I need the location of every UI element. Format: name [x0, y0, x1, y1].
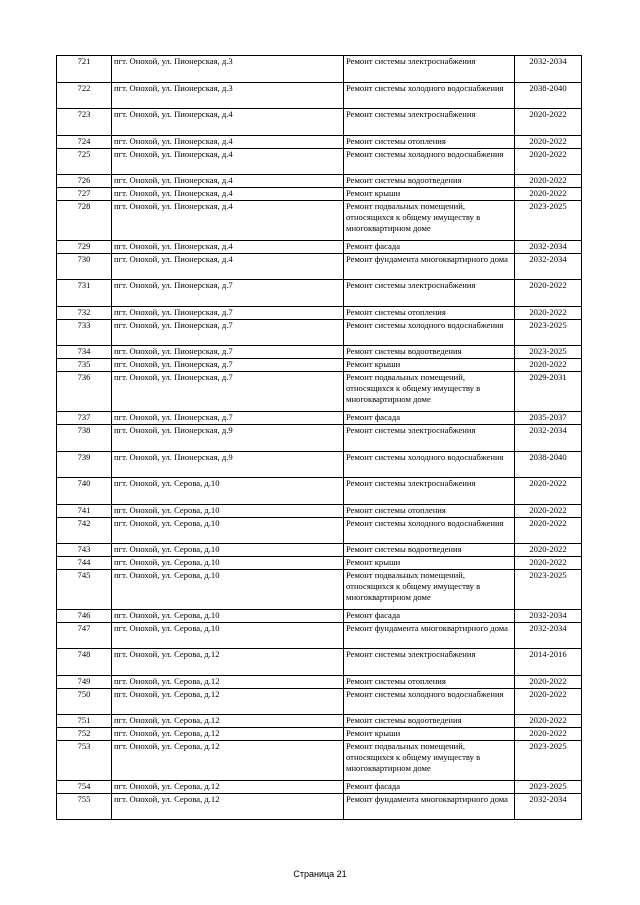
- address-cell: пгт. Онохой, ул. Серова, д.12: [112, 794, 344, 820]
- work-type-cell: Ремонт крыши: [344, 188, 515, 201]
- work-type-cell: Ремонт системы электроснабжения: [344, 478, 515, 505]
- table-row: [57, 346, 582, 359]
- work-type-cell: Ремонт фасада: [344, 781, 515, 794]
- address-cell: пгт. Онохой, ул. Пионерская, д.4: [112, 188, 344, 201]
- address-cell: пгт. Онохой, ул. Пионерская, д.3: [112, 56, 344, 83]
- row-number: 731: [57, 280, 112, 307]
- address-cell: пгт. Онохой, ул. Серова, д.12: [112, 728, 344, 741]
- address-cell: пгт. Онохой, ул. Серова, д.12: [112, 741, 344, 781]
- row-number: 737: [57, 412, 112, 425]
- row-number: 745: [57, 570, 112, 610]
- period-cell: 2020-2022: [515, 505, 582, 518]
- period-cell: 2023-2025: [515, 570, 582, 610]
- table-row: [57, 452, 582, 478]
- address-cell: пгт. Онохой, ул. Серова, д.12: [112, 676, 344, 689]
- address-cell: пгт. Онохой, ул. Серова, д.10: [112, 505, 344, 518]
- work-type-cell: Ремонт системы холодного водоснабжения: [344, 149, 515, 175]
- period-cell: 2020-2022: [515, 136, 582, 149]
- period-cell: 2023-2025: [515, 781, 582, 794]
- row-number: 725: [57, 149, 112, 175]
- work-type-cell: Ремонт системы водоотведения: [344, 346, 515, 359]
- table-body: [57, 56, 582, 820]
- address-cell: пгт. Онохой, ул. Пионерская, д.3: [112, 83, 344, 109]
- period-cell: 2020-2022: [515, 307, 582, 320]
- address-cell: пгт. Онохой, ул. Пионерская, д.7: [112, 372, 344, 412]
- work-type-cell: Ремонт системы отопления: [344, 505, 515, 518]
- work-type-cell: Ремонт системы холодного водоснабжения: [344, 452, 515, 478]
- table-row: [57, 794, 582, 820]
- address-cell: пгт. Онохой, ул. Пионерская, д.4: [112, 241, 344, 254]
- row-number: 726: [57, 175, 112, 188]
- table-row: [57, 425, 582, 452]
- table-row: [57, 505, 582, 518]
- address-cell: пгт. Онохой, ул. Серова, д.10: [112, 518, 344, 544]
- row-number: 742: [57, 518, 112, 544]
- row-number: 750: [57, 689, 112, 715]
- address-cell: пгт. Онохой, ул. Пионерская, д.7: [112, 346, 344, 359]
- table-row: [57, 649, 582, 676]
- work-type-cell: Ремонт системы водоотведения: [344, 175, 515, 188]
- work-type-cell: Ремонт фундамента многоквартирного дома: [344, 623, 515, 649]
- row-number: 728: [57, 201, 112, 241]
- work-type-cell: Ремонт системы отопления: [344, 136, 515, 149]
- work-type-cell: Ремонт системы электроснабжения: [344, 280, 515, 307]
- row-number: 754: [57, 781, 112, 794]
- period-cell: 2020-2022: [515, 188, 582, 201]
- work-type-cell: Ремонт фундамента многоквартирного дома: [344, 794, 515, 820]
- period-cell: 2020-2022: [515, 359, 582, 372]
- table-row: [57, 676, 582, 689]
- work-type-cell: Ремонт крыши: [344, 557, 515, 570]
- table-row: [57, 781, 582, 794]
- address-cell: пгт. Онохой, ул. Пионерская, д.4: [112, 175, 344, 188]
- table-row: [57, 307, 582, 320]
- row-number: 735: [57, 359, 112, 372]
- row-number: 736: [57, 372, 112, 412]
- period-cell: 2020-2022: [515, 689, 582, 715]
- work-type-cell: Ремонт системы холодного водоснабжения: [344, 320, 515, 346]
- table-row: [57, 570, 582, 610]
- work-type-cell: Ремонт фасада: [344, 412, 515, 425]
- table-row: [57, 689, 582, 715]
- row-number: 741: [57, 505, 112, 518]
- row-number: 739: [57, 452, 112, 478]
- row-number: 747: [57, 623, 112, 649]
- work-type-cell: Ремонт подвальных помещений, относящихся к общему имуществу в многоквартирном доме: [344, 570, 515, 610]
- row-number: 722: [57, 83, 112, 109]
- work-type-cell: Ремонт крыши: [344, 359, 515, 372]
- table-row: [57, 412, 582, 425]
- period-cell: 2020-2022: [515, 478, 582, 505]
- work-type-cell: Ремонт подвальных помещений, относящихся к общему имуществу в многоквартирном доме: [344, 201, 515, 241]
- row-number: 755: [57, 794, 112, 820]
- period-cell: 2020-2022: [515, 280, 582, 307]
- period-cell: 2014-2016: [515, 649, 582, 676]
- table-row: [57, 201, 582, 241]
- work-type-cell: Ремонт системы электроснабжения: [344, 425, 515, 452]
- table-row: [57, 544, 582, 557]
- period-cell: 2035-2037: [515, 412, 582, 425]
- address-cell: пгт. Онохой, ул. Серова, д.10: [112, 544, 344, 557]
- work-type-cell: Ремонт подвальных помещений, относящихся к общему имуществу в многоквартирном доме: [344, 741, 515, 781]
- row-number: 730: [57, 254, 112, 280]
- row-number: 721: [57, 56, 112, 83]
- period-cell: 2020-2022: [515, 175, 582, 188]
- table-row: [57, 372, 582, 412]
- work-type-cell: Ремонт системы электроснабжения: [344, 109, 515, 136]
- table-row: [57, 478, 582, 505]
- address-cell: пгт. Онохой, ул. Серова, д.10: [112, 557, 344, 570]
- row-number: 744: [57, 557, 112, 570]
- period-cell: 2020-2022: [515, 557, 582, 570]
- table-row: [57, 56, 582, 83]
- row-number: 723: [57, 109, 112, 136]
- work-type-cell: Ремонт системы водоотведения: [344, 715, 515, 728]
- row-number: 729: [57, 241, 112, 254]
- table-row: [57, 359, 582, 372]
- table-row: [57, 728, 582, 741]
- row-number: 743: [57, 544, 112, 557]
- period-cell: 2023-2025: [515, 741, 582, 781]
- address-cell: пгт. Онохой, ул. Пионерская, д.7: [112, 359, 344, 372]
- address-cell: пгт. Онохой, ул. Серова, д.12: [112, 649, 344, 676]
- row-number: 746: [57, 610, 112, 623]
- address-cell: пгт. Онохой, ул. Пионерская, д.4: [112, 136, 344, 149]
- table-row: [57, 610, 582, 623]
- period-cell: 2029-2031: [515, 372, 582, 412]
- table-row: [57, 175, 582, 188]
- table-row: [57, 254, 582, 280]
- address-cell: пгт. Онохой, ул. Пионерская, д.9: [112, 425, 344, 452]
- table-row: [57, 320, 582, 346]
- address-cell: пгт. Онохой, ул. Пионерская, д.4: [112, 149, 344, 175]
- table-row: [57, 136, 582, 149]
- address-cell: пгт. Онохой, ул. Пионерская, д.7: [112, 412, 344, 425]
- work-type-cell: Ремонт фасада: [344, 241, 515, 254]
- work-type-cell: Ремонт системы холодного водоснабжения: [344, 689, 515, 715]
- period-cell: 2032-2034: [515, 610, 582, 623]
- period-cell: 2032-2034: [515, 254, 582, 280]
- row-number: 749: [57, 676, 112, 689]
- address-cell: пгт. Онохой, ул. Пионерская, д.7: [112, 320, 344, 346]
- address-cell: пгт. Онохой, ул. Пионерская, д.4: [112, 201, 344, 241]
- row-number: 738: [57, 425, 112, 452]
- address-cell: пгт. Онохой, ул. Пионерская, д.9: [112, 452, 344, 478]
- address-cell: пгт. Онохой, ул. Пионерская, д.7: [112, 307, 344, 320]
- row-number: 748: [57, 649, 112, 676]
- address-cell: пгт. Онохой, ул. Серова, д.12: [112, 715, 344, 728]
- address-cell: пгт. Онохой, ул. Серова, д.12: [112, 781, 344, 794]
- period-cell: 2023-2025: [515, 346, 582, 359]
- period-cell: 2020-2022: [515, 676, 582, 689]
- work-type-cell: Ремонт системы электроснабжения: [344, 649, 515, 676]
- table-row: [57, 557, 582, 570]
- period-cell: 2032-2034: [515, 623, 582, 649]
- page-number: Страница 21: [293, 869, 347, 879]
- row-number: 734: [57, 346, 112, 359]
- address-cell: пгт. Онохой, ул. Серова, д.10: [112, 570, 344, 610]
- table-row: [57, 83, 582, 109]
- work-type-cell: Ремонт системы отопления: [344, 307, 515, 320]
- period-cell: 2023-2025: [515, 320, 582, 346]
- period-cell: 2032-2034: [515, 425, 582, 452]
- repair-schedule-table: [56, 55, 582, 820]
- row-number: 752: [57, 728, 112, 741]
- table-row: [57, 518, 582, 544]
- row-number: 751: [57, 715, 112, 728]
- table-row: [57, 741, 582, 781]
- period-cell: 2020-2022: [515, 149, 582, 175]
- period-cell: 2020-2022: [515, 715, 582, 728]
- period-cell: 2020-2022: [515, 109, 582, 136]
- address-cell: пгт. Онохой, ул. Серова, д.10: [112, 610, 344, 623]
- row-number: 740: [57, 478, 112, 505]
- period-cell: 2020-2022: [515, 544, 582, 557]
- work-type-cell: Ремонт крыши: [344, 728, 515, 741]
- address-cell: пгт. Онохой, ул. Серова, д.12: [112, 689, 344, 715]
- period-cell: 2038-2040: [515, 83, 582, 109]
- address-cell: пгт. Онохой, ул. Пионерская, д.7: [112, 280, 344, 307]
- work-type-cell: Ремонт системы холодного водоснабжения: [344, 83, 515, 109]
- work-type-cell: Ремонт системы отопления: [344, 676, 515, 689]
- row-number: 724: [57, 136, 112, 149]
- work-type-cell: Ремонт системы холодного водоснабжения: [344, 518, 515, 544]
- work-type-cell: Ремонт фундамента многоквартирного дома: [344, 254, 515, 280]
- address-cell: пгт. Онохой, ул. Серова, д.10: [112, 623, 344, 649]
- row-number: 753: [57, 741, 112, 781]
- table-row: [57, 149, 582, 175]
- table-row: [57, 109, 582, 136]
- address-cell: пгт. Онохой, ул. Серова, д.10: [112, 478, 344, 505]
- table-row: [57, 715, 582, 728]
- period-cell: 2023-2025: [515, 201, 582, 241]
- period-cell: 2032-2034: [515, 794, 582, 820]
- table-row: [57, 280, 582, 307]
- work-type-cell: Ремонт системы электроснабжения: [344, 56, 515, 83]
- period-cell: 2032-2034: [515, 241, 582, 254]
- table-row: [57, 188, 582, 201]
- row-number: 732: [57, 307, 112, 320]
- table-row: [57, 623, 582, 649]
- period-cell: 2032-2034: [515, 56, 582, 83]
- period-cell: 2038-2040: [515, 452, 582, 478]
- row-number: 727: [57, 188, 112, 201]
- address-cell: пгт. Онохой, ул. Пионерская, д.4: [112, 254, 344, 280]
- work-type-cell: Ремонт фасада: [344, 610, 515, 623]
- row-number: 733: [57, 320, 112, 346]
- work-type-cell: Ремонт системы водоотведения: [344, 544, 515, 557]
- work-type-cell: Ремонт подвальных помещений, относящихся к общему имуществу в многоквартирном доме: [344, 372, 515, 412]
- period-cell: 2020-2022: [515, 728, 582, 741]
- table-row: [57, 241, 582, 254]
- period-cell: 2020-2022: [515, 518, 582, 544]
- address-cell: пгт. Онохой, ул. Пионерская, д.4: [112, 109, 344, 136]
